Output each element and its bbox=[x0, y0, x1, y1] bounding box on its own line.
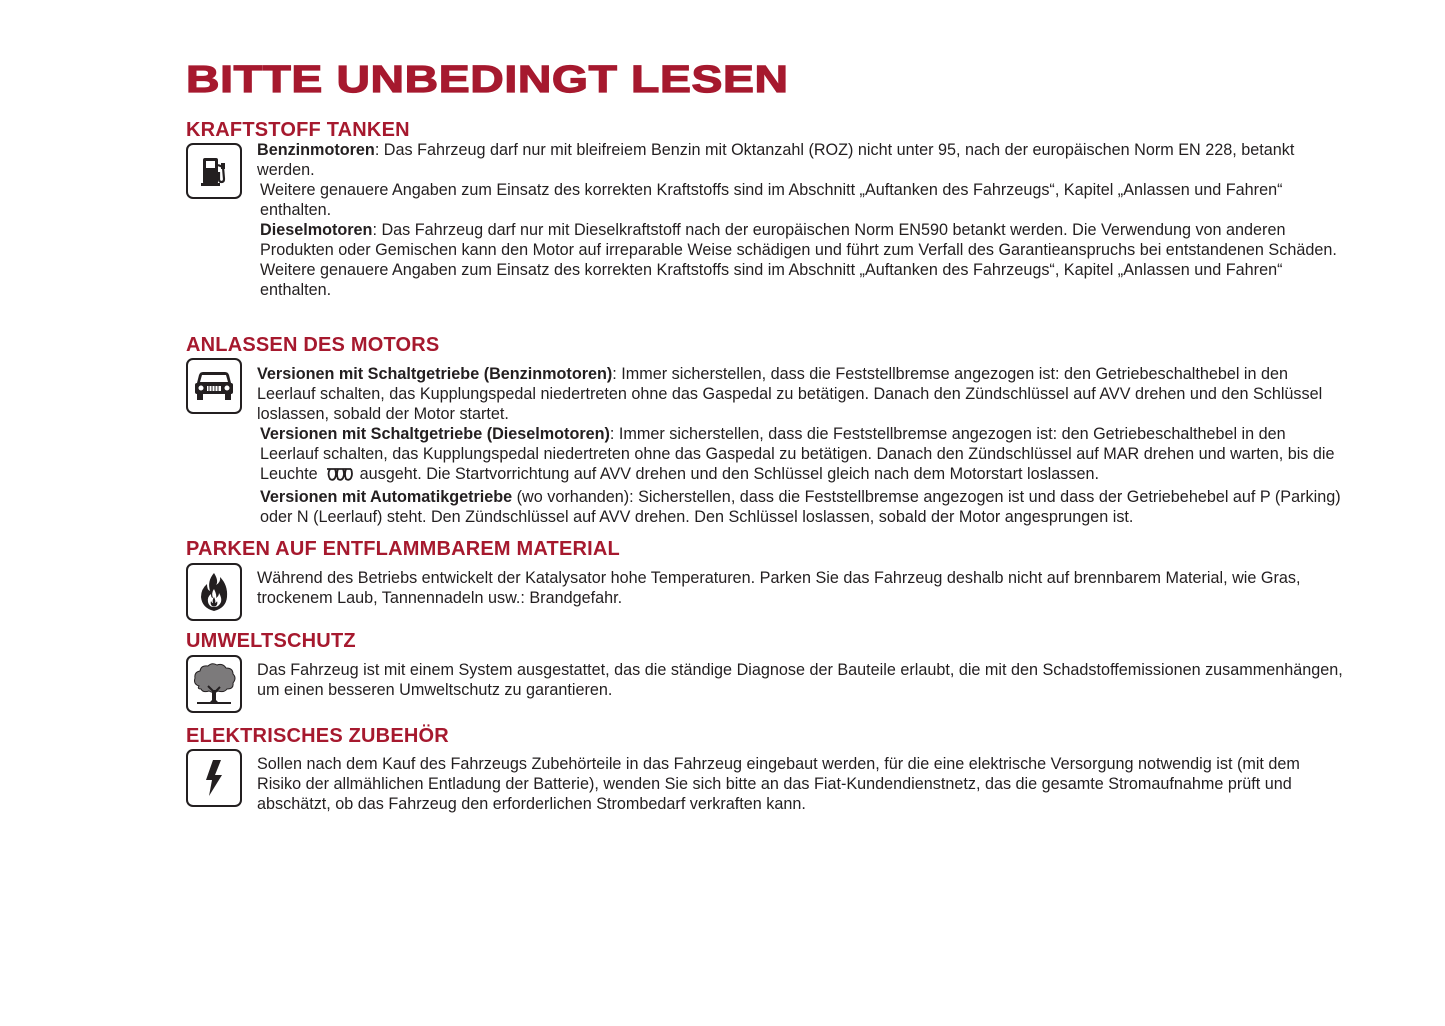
electrical-paragraph: Sollen nach dem Kauf des Fahrzeugs Zubehörteile in das Fahrzeug eingebaut werden, für die eine elektrische Versorgung notwendig ist (mit dem Risiko der allmählichen Entladung der Batterie), wenden Sie sich bitte an das Fiat-Kundendienstnetz, das die gesamte Stromaufnahme prüft und abschätzt, ob das Fahrzeug den erforderlichen Strombedarf verkraften kann. bbox=[257, 755, 1300, 813]
fuel-body bbox=[257, 140, 1347, 300]
parking-icon-box bbox=[186, 563, 242, 621]
fuel-icon-box bbox=[186, 143, 242, 199]
environment-paragraph: Das Fahrzeug ist mit einem System ausgestattet, das die ständige Diagnose der Bauteile erlaubt, die mit den Schadstoffemissionen zusammenhängen, um einen besseren Umweltschutz zu garantieren. bbox=[257, 661, 1343, 699]
parking-body bbox=[257, 568, 1347, 608]
start-diesel-text-b: ausgeht. Die Startvorrichtung auf AVV drehen und den Schlüssel gleich nach dem Motorstart loslassen. bbox=[359, 465, 1099, 483]
page-title: BITTE UNBEDINGT LESEN bbox=[186, 59, 789, 101]
section-heading-electrical: ELEKTRISCHES ZUBEHÖR bbox=[186, 725, 449, 747]
start-paragraph-2 bbox=[257, 424, 1347, 487]
electrical-body bbox=[257, 754, 1347, 814]
flame-icon bbox=[197, 571, 231, 613]
start-automatic-text: (wo vorhanden): Sicherstellen, dass die Feststellbremse angezogen ist und dass der Getriebehebel auf P (Parking) oder N (Leerlauf) steht. Den Zündschlüssel auf AVV drehen. Den Schlüssel loslassen, sobald der Motor angesprungen ist. bbox=[260, 488, 1341, 526]
fuel-diesel-label: Dieselmotoren bbox=[260, 221, 373, 239]
section-fuel bbox=[186, 119, 1346, 299]
fuel-pump-icon bbox=[196, 153, 232, 189]
section-start bbox=[186, 334, 1346, 526]
car-front-icon bbox=[193, 369, 235, 403]
section-environment bbox=[186, 630, 1346, 699]
environment-icon-box bbox=[186, 655, 242, 713]
section-heading-start: ANLASSEN DES MOTORS bbox=[186, 334, 440, 356]
start-body bbox=[257, 364, 1347, 527]
fuel-gasoline-label: Benzinmotoren bbox=[257, 141, 375, 159]
tree-icon bbox=[191, 662, 237, 706]
fuel-paragraph-2: Weitere genauere Angaben zum Einsatz des korrekten Kraftstoffs sind im Abschnitt „Auftanken des Fahrzeugs“, Kapitel „Anlassen und Fahren“ enthalten. bbox=[260, 181, 1283, 219]
fuel-paragraph-4: Weitere genauere Angaben zum Einsatz des korrekten Kraftstoffs sind im Abschnitt „Auftanken des Fahrzeugs“, Kapitel „Anlassen und Fahren“ enthalten. bbox=[260, 261, 1283, 299]
section-parking bbox=[186, 538, 1346, 607]
lightning-icon bbox=[199, 757, 229, 799]
section-electrical bbox=[186, 725, 1346, 813]
start-diesel-label: Versionen mit Schaltgetriebe (Dieselmotoren) bbox=[260, 425, 610, 443]
section-heading-parking: PARKEN AUF ENTFLAMMBAREM MATERIAL bbox=[186, 538, 620, 560]
start-petrol-text: : Immer sicherstellen, dass die Feststellbremse angezogen ist: den Getriebeschalthebel in den Leerlauf schalten, das Kupplungspedal niedertreten ohne das Gaspedal zu betätigen. Danach den Zündschlüssel auf AVV drehen und den Schlüssel loslassen, sobald der Motor startet. bbox=[257, 365, 1323, 423]
section-heading-environment: UMWELTSCHUTZ bbox=[186, 630, 356, 652]
section-heading-fuel: KRAFTSTOFF TANKEN bbox=[186, 119, 410, 141]
start-automatic-label: Versionen mit Automatikgetriebe bbox=[260, 488, 513, 506]
fuel-gasoline-text: : Das Fahrzeug darf nur mit bleifreiem Benzin mit Oktanzahl (ROZ) nicht unter 95, nach der europäischen Norm EN 228, betankt werden. bbox=[257, 141, 1295, 179]
start-paragraph-3 bbox=[257, 487, 1347, 527]
parking-paragraph: Während des Betriebs entwickelt der Katalysator hohe Temperaturen. Parken Sie das Fahrzeug deshalb nicht auf brennbarem Material, wie Gras, trockenem Laub, Tannennadeln usw.: Brandgefahr. bbox=[257, 569, 1301, 607]
fuel-paragraph-1 bbox=[257, 140, 1347, 180]
start-paragraph-1 bbox=[257, 364, 1347, 424]
start-icon-box bbox=[186, 358, 242, 414]
start-petrol-label: Versionen mit Schaltgetriebe (Benzinmotoren) bbox=[257, 365, 613, 383]
glow-plug-icon bbox=[324, 466, 354, 487]
electrical-icon-box bbox=[186, 749, 242, 807]
page bbox=[186, 60, 1346, 100]
fuel-paragraph-3 bbox=[257, 220, 1347, 260]
fuel-diesel-text: : Das Fahrzeug darf nur mit Dieselkraftstoff nach der europäischen Norm EN590 betankt werden. Die Verwendung von anderen Produkten oder Gemischen kann den Motor auf irreparable Weise schädigen und führt zum Verfall des Garantieanspruchs bei entstandenen Schäden. bbox=[260, 221, 1337, 259]
environment-body bbox=[257, 660, 1347, 700]
start-diesel-text-a: : Immer sicherstellen, dass die Feststellbremse angezogen ist: den Getriebeschalthebel in den Leerlauf schalten, das Kupplungspedal niedertreten ohne das Gaspedal zu betätigen. Danach den Zündschlüssel auf MAR drehen und warten, bis die Leuchte bbox=[260, 425, 1335, 483]
